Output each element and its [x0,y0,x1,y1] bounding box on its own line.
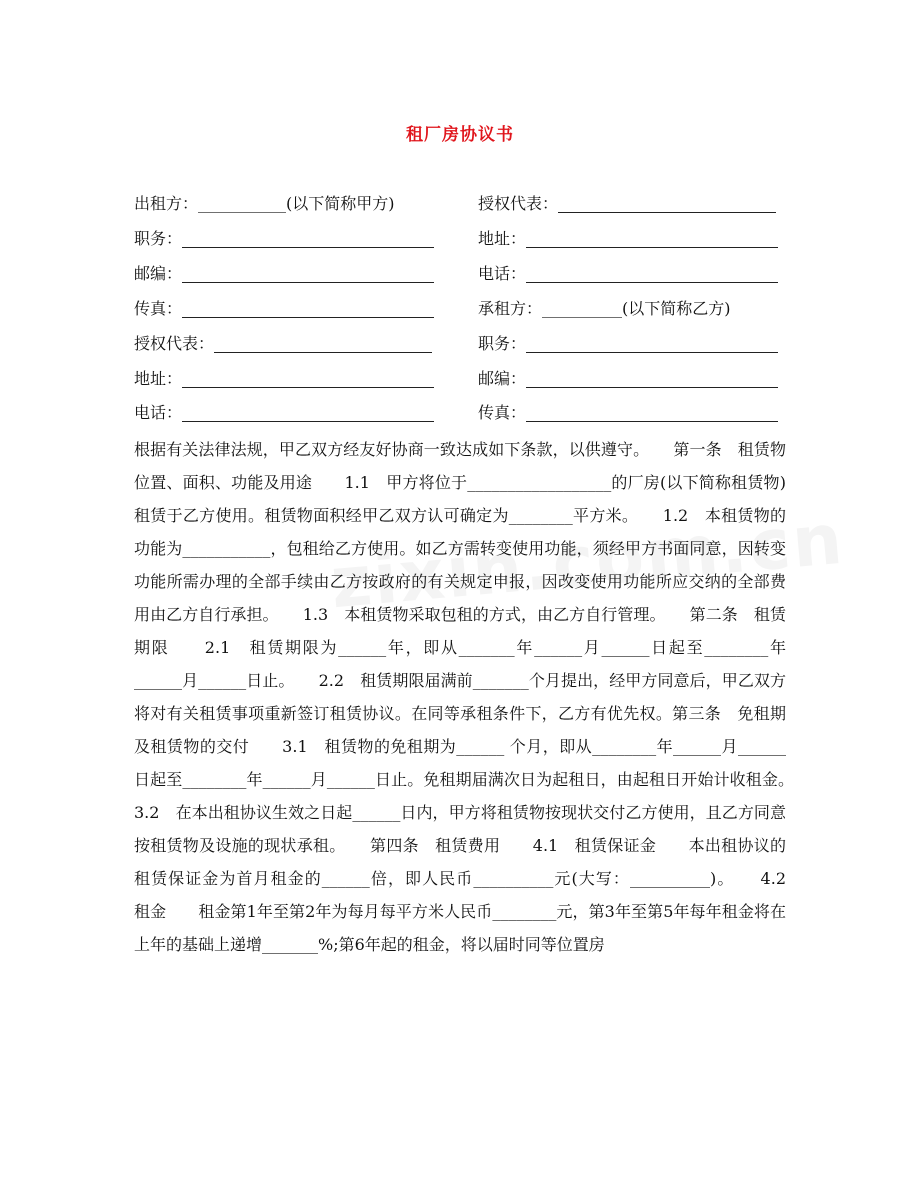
lessee-row [478,297,731,321]
lessee-blank[interactable]: __________ [542,299,623,318]
lessor-blank[interactable]: ___________ [198,194,287,213]
lessor-address-row [478,227,778,251]
lessor-position-row [134,227,434,251]
postcode-label: 邮编： [134,264,183,283]
auth-rep-label: 授权代表： [134,334,215,353]
fax-label: 传真： [478,403,527,422]
lessee-suffix: (以下简称乙方) [622,299,731,318]
address-label: 地址： [134,369,183,388]
lessee-postcode-row [478,367,778,391]
agreement-body: 根据有关法律法规，甲乙双方经友好协商一致达成如下条款，以供遵守。 第一条 租赁物位置、面积、功能及用途 1.1 甲方将位于__________________的厂房(以下简称租赁物)租赁于乙方使用。租赁物面积经甲乙双方认可确定为________平方米。 1.2 本租赁物的功能为___________，包租给乙方使用。如乙方需转变使用功能，须经甲方书面同意，因转变功能所需办理的全部手续由乙方按政府的有关规定申报，因改变使用功能所应交纳的全部费用由乙方自行承担。 1.3 本租赁物采取包租的方式，由乙方自行管理。 第二条 租赁期限 2.1 租赁期限为______年，即从_______年______月______日起至________年______月______日止。 2.2 租赁期限届满前_______个月提出，经甲方同意后，甲乙双方将对有关租赁事项重新签订租赁协议。在同等承租条件下，乙方有优先权。第三条 免租期及租赁物的交付 3.1 租赁物的免租期为______ 个月，即从________年______月______日起至________年______月______日止。免租期届满次日为起租日，由起租日开始计收租金。 3.2 在本出租协议生效之日起______日内，甲方将租赁物按现状交付乙方使用，且乙方同意按租赁物及设施的现状承租。 第四条 租赁费用 4.1 租赁保证金 本出租协议的租赁保证金为首月租金的______倍，即人民币__________元(大写：__________)。 4.2 租金 租金第1年至第2年为每月每平方米人民币________元，第3年至第5年每年租金将在上年的基础上递增_______%;第6年起的租金，将以届时同等位置房 [134,440,819,954]
lessor-postcode-field[interactable] [182,263,434,283]
lessee-auth-rep-row [134,332,432,356]
lessee-phone-row [134,401,434,425]
lessee-fax-field[interactable] [526,402,778,422]
postcode-label: 邮编： [478,369,527,388]
lessor-position-field[interactable] [182,228,434,248]
lessee-phone-field[interactable] [182,402,434,422]
auth-rep-label: 授权代表： [478,194,559,213]
address-label: 地址： [478,229,527,248]
lessor-auth-rep-field[interactable] [558,193,776,213]
lessee-address-field[interactable] [182,368,434,388]
lessor-fax-field[interactable] [182,298,434,318]
lessee-position-field[interactable] [526,333,778,353]
lessor-phone-row [478,262,778,286]
lessor-label: 出租方： [134,194,199,213]
position-label: 职务： [478,334,527,353]
lessor-row [134,192,395,216]
lessor-postcode-row [134,262,434,286]
lessor-suffix: (以下简称甲方) [286,194,395,213]
lessee-postcode-field[interactable] [526,368,778,388]
lessor-phone-field[interactable] [526,263,778,283]
position-label: 职务： [134,229,183,248]
lessee-auth-rep-field[interactable] [214,333,432,353]
lessor-address-field[interactable] [526,228,778,248]
phone-label: 电话： [478,264,527,283]
lessee-fax-row [478,401,778,425]
lessee-label: 承租方： [478,299,543,318]
fax-label: 传真： [134,299,183,318]
phone-label: 电话： [134,403,183,422]
document-title: 租厂房协议书 [406,125,514,145]
lessee-position-row [478,332,778,356]
lessee-address-row [134,367,434,391]
lessor-fax-row [134,297,434,321]
lessor-auth-rep-row [478,192,776,216]
